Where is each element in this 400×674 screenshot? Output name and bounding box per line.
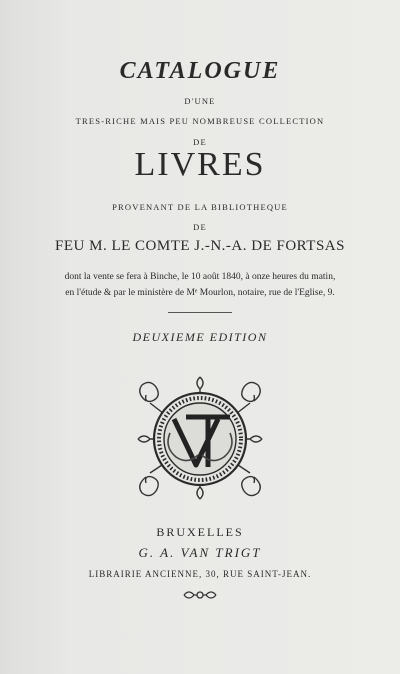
livres-heading: LIVRES [134, 146, 266, 183]
owner-name: FEU M. LE COMTE J.-N.-A. DE FORTSAS [55, 238, 345, 254]
divider-rule [168, 312, 232, 313]
sale-info-line-2: en l'étude & par le ministère de Mᵉ Mourlon, notaire, rue de l'Eglise, 9. [65, 288, 335, 298]
sale-info-line-1: dont la vente se fera à Binche, le 10 août 1840, à onze heures du matin, [64, 272, 336, 282]
line-provenant: PROVENANT DE LA BIBLIOTHEQUE [112, 202, 288, 212]
monogram-seal-icon [128, 373, 272, 503]
line-dune: D'UNE [184, 96, 216, 106]
line-collection: TRES-RICHE MAIS PEU NOMBREUSE COLLECTION [75, 116, 325, 126]
catalogue-heading: CATALOGUE [119, 58, 281, 84]
fleuron-ornament-icon [182, 588, 218, 602]
line-de-2: DE [193, 222, 207, 232]
edition-label: DEUXIEME EDITION [132, 330, 268, 344]
imprint-publisher: G. A. VAN TRIGT [138, 545, 262, 560]
line-de: DE [193, 137, 207, 147]
imprint-city: BRUXELLES [156, 525, 244, 539]
imprint-address: LIBRAIRIE ANCIENNE, 30, RUE SAINT-JEAN. [88, 569, 312, 579]
